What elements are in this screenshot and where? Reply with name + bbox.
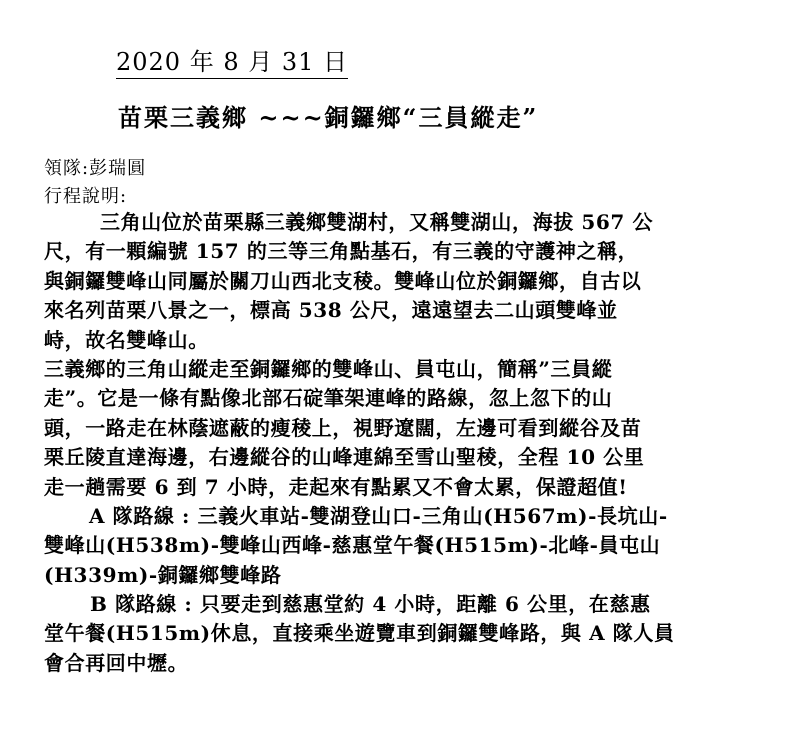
route-a-line: (H339m)-銅鑼鄉雙峰路 <box>44 562 282 587</box>
body-line: 峙，故名雙峰山。 <box>44 327 209 352</box>
body-line: 與銅鑼雙峰山同屬於關刀山西北支稜。雙峰山位於銅鑼鄉，自古以 <box>44 268 642 293</box>
body-line: 栗丘陵直達海邊，右邊縱谷的山峰連綿至雪山聖稜，全程 10 公里 <box>44 445 645 470</box>
route-b-line: 會合再回中壢。 <box>44 650 189 675</box>
body-line: 頭，一路走在林蔭遮蔽的瘦稜上，視野遼闊，左邊可看到縱谷及苗 <box>44 415 642 440</box>
route-a-line: A 隊路線 : 三義火車站-雙湖登山口-三角山(H567m)-長坑山- <box>89 503 668 528</box>
itinerary-body <box>44 208 784 678</box>
document-date: 2020 年 8 月 31 日 <box>116 47 348 79</box>
body-line: 來名列苗栗八景之一，標高 538 公尺，遠遠望去二山頭雙峰並 <box>44 298 618 323</box>
route-b-line: B 隊路線 : 只要走到慈惠堂約 4 小時，距離 6 公里，在慈惠 <box>90 592 651 617</box>
body-line: 走一趟需要 6 到 7 小時，走起來有點累又不會太累，保證超值! <box>44 474 628 499</box>
itinerary-heading: 行程說明: <box>44 186 128 207</box>
document-title: 苗栗三義鄉 ~~~銅鑼鄉“三員縱走” <box>118 103 539 132</box>
body-line: 走”。它是一條有點像北部石碇筆架連峰的路線，忽上忽下的山 <box>44 386 613 411</box>
body-line: 三角山位於苗栗縣三義鄉雙湖村，又稱雙湖山，海拔 567 公 <box>100 210 654 234</box>
body-line: 三義鄉的三角山縱走至銅鑼鄉的雙峰山、員屯山，簡稱”三員縱 <box>44 356 613 381</box>
body-line: 尺，有一顆編號 157 的三等三角點基石，有三義的守護神之稱， <box>44 239 639 264</box>
route-b-line: 堂午餐(H515m)休息，直接乘坐遊覽車到銅鑼雙峰路，與 A 隊人員 <box>44 621 675 646</box>
route-a-line: 雙峰山(H538m)-雙峰山西峰-慈惠堂午餐(H515m)-北峰-員屯山 <box>44 533 661 558</box>
leader-line: 領隊:彭瑞圓 <box>44 158 147 179</box>
